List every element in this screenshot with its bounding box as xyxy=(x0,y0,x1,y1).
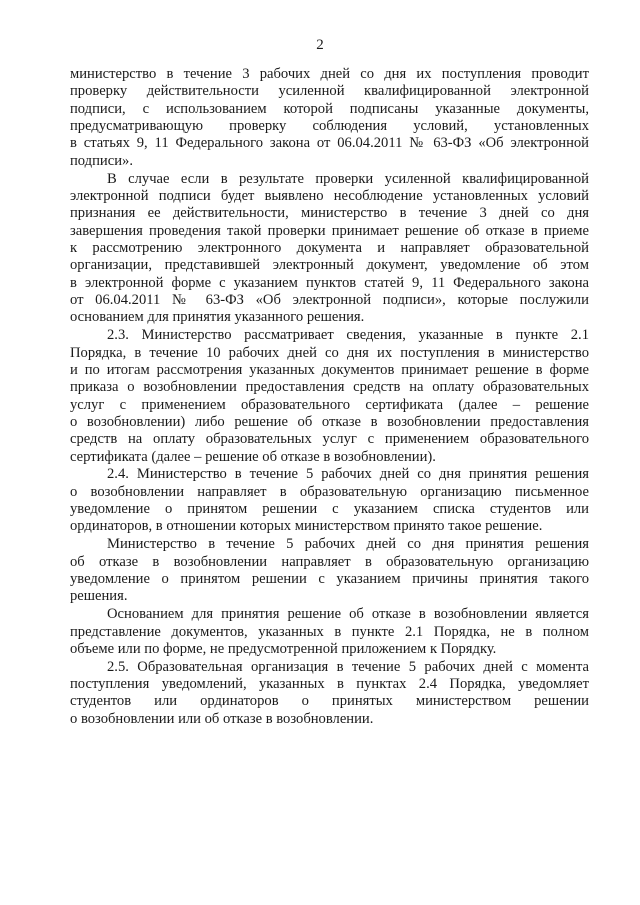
text-line: проверку действительности усиленной квалифицированной электронной xyxy=(70,83,589,100)
text-line: 2.5. Образовательная организация в течение 5 рабочих дней с момента xyxy=(107,658,589,675)
text-line: о возобновлении) либо решение об отказе в возобновлении предоставления xyxy=(70,413,589,430)
text-line: решения. xyxy=(70,588,128,605)
text-line: поступления уведомлений, указанных в пунктах 2.4 Порядка, уведомляет xyxy=(70,676,589,693)
paragraph-signature-invalid xyxy=(70,171,589,327)
paragraph-section-2-3 xyxy=(70,327,589,466)
text-line: приказа о возобновлении предоставления средств на оплату образовательных xyxy=(70,379,589,396)
text-line: к рассмотрению электронного документа и направляет образовательной xyxy=(70,239,589,256)
text-line: Основанием для принятия решение об отказе в возобновлении является xyxy=(107,606,589,623)
text-line: уведомление о принятом решении с указанием причины принятия такого xyxy=(70,570,589,587)
document-body xyxy=(70,66,589,728)
text-line: сертификата (далее – решение об отказе в возобновлении). xyxy=(70,448,436,465)
text-line: основанием для принятия указанного решения. xyxy=(70,309,365,326)
text-line: в статьях 9, 11 Федерального закона от 06.04.2011 № 63-ФЗ «Об электронной xyxy=(70,135,589,152)
text-line: и по итогам рассмотрения указанных документов принимает решение в форме xyxy=(70,361,589,378)
text-line: министерство в течение 3 рабочих дней со дня их поступления проводит xyxy=(70,66,589,82)
page-number: 2 xyxy=(316,37,324,53)
text-line: подписи». xyxy=(70,152,133,169)
paragraph-section-2-5 xyxy=(70,659,589,728)
paragraph-refusal-notice xyxy=(70,536,589,605)
text-line: о возобновлении или об отказе в возобновлении. xyxy=(70,710,374,727)
text-line: Порядка, в течение 10 рабочих дней со дня их поступления в министерство xyxy=(70,344,589,361)
text-line: представление документов, указанных в пункте 2.1 Порядка, не в полном xyxy=(70,623,589,640)
text-line: студентов или ординаторов о принятых министерством решении xyxy=(70,693,589,710)
text-line: предусматривающую проверку соблюдения условий, установленных xyxy=(70,118,589,135)
text-line: о возобновлении направляет в образовательную организацию письменное xyxy=(70,483,589,500)
text-line: 2.3. Министерство рассматривает сведения, указанные в пункте 2.1 xyxy=(107,327,589,344)
text-line: услуг с применением образовательного сертификата (далее – решение xyxy=(70,396,589,413)
text-line: об отказе в возобновлении направляет в образовательную организацию xyxy=(70,553,589,570)
text-line: признания ее действительности, министерство в течение 3 дней со дня xyxy=(70,205,589,222)
text-line: уведомление о принятом решении с указанием списка студентов или xyxy=(70,501,589,518)
text-line: В случае если в результате проверки усиленной квалифицированной xyxy=(107,170,589,187)
text-line: завершения проведения такой проверки принимает решение об отказе в приеме xyxy=(70,222,589,239)
paragraph-refusal-grounds xyxy=(70,606,589,658)
text-line: от 06.04.2011 № 63-ФЗ «Об электронной подписи», которые послужили xyxy=(70,291,589,308)
text-line: подписи, с использованием которой подписаны указанные документы, xyxy=(70,100,589,117)
paragraph-section-2-4 xyxy=(70,466,589,535)
text-line: 2.4. Министерство в течение 5 рабочих дней со дня принятия решения xyxy=(107,466,589,483)
text-line: в электронной форме с указанием пунктов статей 9, 11 Федерального закона xyxy=(70,274,589,291)
text-line: объеме или по форме, не предусмотренной приложением к Порядку. xyxy=(70,640,497,657)
text-line: организации, представившей электронный документ, уведомление об этом xyxy=(70,257,589,274)
text-line: электронной подписи будет выявлено несоблюдение установленных условий xyxy=(70,187,589,204)
text-line: ординаторов, в отношении которых министерством принято такое решение. xyxy=(70,518,543,535)
paragraph-signature-check xyxy=(70,66,589,170)
text-line: Министерство в течение 5 рабочих дней со дня принятия решения xyxy=(107,536,589,553)
text-line: средств на оплату образовательных услуг с применением образовательного xyxy=(70,431,589,448)
